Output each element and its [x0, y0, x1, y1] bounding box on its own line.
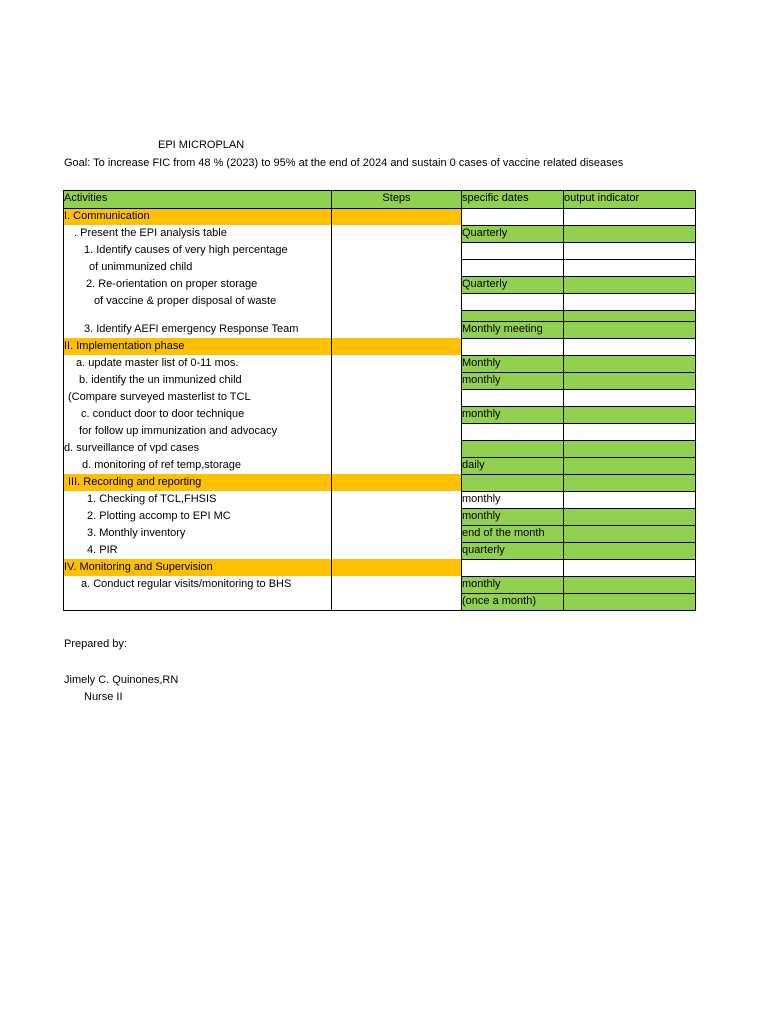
output-cell: [563, 576, 696, 593]
activity-cell: 3. Identify AEFI emergency Response Team: [84, 323, 299, 335]
date-cell: Monthly: [461, 355, 563, 372]
microplan-table: [63, 190, 696, 610]
output-cell: [563, 525, 696, 542]
activity-cell: b. identify the un immunized child: [79, 374, 242, 386]
steps-cell: [331, 225, 461, 242]
output-cell: [563, 423, 696, 440]
table-row: [63, 406, 696, 423]
activity-cell: I. Communication: [63, 208, 331, 225]
table-row: [63, 440, 696, 457]
steps-cell: [331, 389, 461, 406]
table-row: [63, 508, 696, 525]
activity-cell: 3. Monthly inventory: [87, 527, 186, 539]
document-title: EPI MICROPLAN: [158, 139, 245, 151]
steps-cell: [331, 208, 461, 225]
steps-cell: [331, 338, 461, 355]
prepared-by-label: Prepared by:: [64, 638, 127, 650]
date-cell: Monthly meeting: [461, 321, 563, 338]
activity-cell: d. monitoring of ref temp,storage: [82, 459, 241, 471]
date-cell: Quarterly: [461, 276, 563, 293]
table-row: [63, 457, 696, 474]
date-cell: Quarterly: [461, 225, 563, 242]
steps-cell: [331, 406, 461, 423]
table-row: [63, 208, 696, 225]
table-row: [63, 372, 696, 389]
table-header-row: [63, 190, 696, 208]
table-row: [63, 276, 696, 293]
output-cell: [563, 406, 696, 423]
activity-cell: c. conduct door to door technique: [81, 408, 245, 420]
output-cell: [563, 559, 696, 576]
date-cell: [461, 338, 563, 355]
activity-cell: 2. Re-orientation on proper storage: [86, 278, 258, 290]
date-cell: monthly: [462, 493, 501, 505]
date-cell: (once a month): [461, 593, 563, 610]
date-cell: [461, 559, 563, 576]
output-cell: [563, 355, 696, 372]
date-cell: end of the month: [461, 525, 563, 542]
activity-cell: . Present the EPI analysis table: [74, 227, 227, 239]
activity-cell: of vaccine & proper disposal of waste: [94, 295, 277, 307]
table-row: [63, 491, 696, 508]
activity-cell: III. Recording and reporting: [63, 474, 331, 491]
date-cell: [461, 440, 563, 457]
date-cell: monthly: [461, 576, 563, 593]
activity-cell: a. Conduct regular visits/monitoring to BHS: [81, 578, 292, 590]
date-cell: [461, 423, 563, 440]
steps-cell: [331, 508, 461, 525]
steps-cell: [331, 559, 461, 576]
table-row: [63, 321, 696, 338]
table-row: [63, 474, 696, 491]
steps-cell: [331, 491, 461, 508]
date-cell: [461, 310, 563, 321]
activity-cell: [63, 593, 331, 610]
activity-cell: d. surveillance of vpd cases: [64, 442, 200, 454]
table-row: [63, 423, 696, 440]
output-cell: [563, 491, 696, 508]
output-cell: [563, 474, 696, 491]
table-row: [63, 225, 696, 242]
output-cell: [563, 372, 696, 389]
date-cell: monthly: [461, 406, 563, 423]
table-row: [63, 293, 696, 310]
date-cell: [461, 474, 563, 491]
output-cell: [563, 225, 696, 242]
date-cell: [461, 389, 563, 406]
table-row: [63, 310, 696, 321]
steps-cell: [331, 242, 461, 259]
output-cell: [563, 259, 696, 276]
activity-cell: (Compare surveyed masterlist to TCL: [68, 391, 251, 403]
date-cell: [461, 259, 563, 276]
table-body: [63, 208, 696, 610]
activity-cell: for follow up immunization and advocacy: [79, 425, 278, 437]
output-cell: [563, 242, 696, 259]
table-row: [63, 593, 696, 610]
table-row: [63, 542, 696, 559]
table-row: [63, 355, 696, 372]
preparer-name: Jimely C. Quinones,RN: [64, 674, 179, 686]
activity-cell: [63, 310, 331, 321]
date-cell: [461, 208, 563, 225]
activity-cell: 2. Plotting accomp to EPI MC: [87, 510, 231, 522]
preparer-title: Nurse II: [84, 691, 123, 703]
goal-statement: Goal: To increase FIC from 48 % (2023) to 95% at the end of 2024 and sustain 0 cases of vaccine related diseases: [64, 157, 624, 169]
steps-cell: [331, 259, 461, 276]
output-cell: [563, 542, 696, 559]
table-row: [63, 242, 696, 259]
output-cell: [563, 338, 696, 355]
activity-cell: 1. Identify causes of very high percentage: [84, 244, 288, 256]
date-cell: [461, 242, 563, 259]
header-specific-dates: specific dates: [461, 190, 563, 208]
steps-cell: [331, 372, 461, 389]
steps-cell: [331, 457, 461, 474]
output-cell: [563, 208, 696, 225]
steps-cell: [331, 542, 461, 559]
table-row: [63, 576, 696, 593]
steps-cell: [331, 321, 461, 338]
steps-cell: [331, 276, 461, 293]
output-cell: [563, 389, 696, 406]
steps-cell: [331, 293, 461, 310]
activity-cell: 4. PIR: [87, 544, 118, 556]
date-cell: monthly: [461, 372, 563, 389]
table-row: [63, 525, 696, 542]
table-row: [63, 559, 696, 576]
table-row: [63, 389, 696, 406]
output-cell: [563, 276, 696, 293]
steps-cell: [331, 310, 461, 321]
steps-cell: [331, 593, 461, 610]
activity-cell: 1. Checking of TCL,FHSIS: [87, 493, 217, 505]
steps-cell: [331, 576, 461, 593]
output-cell: [563, 293, 696, 310]
steps-cell: [331, 423, 461, 440]
steps-cell: [331, 440, 461, 457]
steps-cell: [331, 355, 461, 372]
date-cell: [461, 293, 563, 310]
table-row: [63, 338, 696, 355]
table-row: [63, 259, 696, 276]
header-activities: Activities: [63, 190, 331, 208]
header-output-indicator: output indicator: [563, 190, 696, 208]
steps-cell: [331, 525, 461, 542]
activity-cell: II. Implementation phase: [63, 338, 331, 355]
activity-cell: a. update master list of 0-11 mos.: [76, 357, 239, 369]
steps-cell: [331, 474, 461, 491]
output-cell: [563, 593, 696, 610]
date-cell: quarterly: [461, 542, 563, 559]
date-cell: daily: [461, 457, 563, 474]
output-cell: [563, 310, 696, 321]
output-cell: [563, 440, 696, 457]
activity-cell: IV. Monitoring and Supervision: [63, 559, 331, 576]
header-steps: Steps: [331, 190, 461, 208]
output-cell: [563, 321, 696, 338]
activity-cell: of unimmunized child: [89, 261, 193, 273]
output-cell: [563, 508, 696, 525]
date-cell: monthly: [461, 508, 563, 525]
output-cell: [563, 457, 696, 474]
